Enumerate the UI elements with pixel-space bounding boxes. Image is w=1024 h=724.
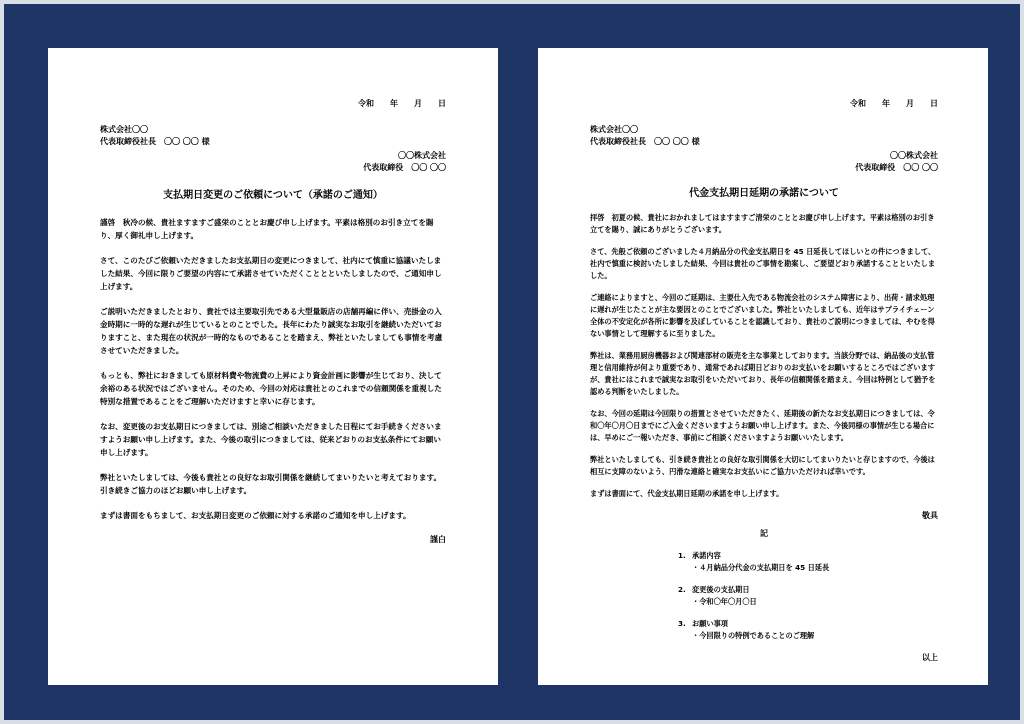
item-number: 1. (678, 551, 686, 560)
document-title: 支払期日変更のご依頼について（承諾のご通知） (163, 190, 383, 201)
recipient-block (590, 124, 938, 148)
body-paragraph: 弊社といたしましては、今後も貴社との良好なお取引関係を継続してまいりたいと考えております。引き続きご協力のほどお願い申し上げます。 (100, 473, 442, 495)
body-paragraph: ご連絡によりますと、今回のご延期は、主要仕入先である物流会社のシステム障害により、出荷・請求処理に遅れが生じたことが主な要因とのことでございました。弊社といたしましても、近年はサプライチェーン全体の不安定化が各所に影響を及ぼしていることを認識しており、貴社のご説明につきましては、やむを得ない事情として理解するに至りました。 (590, 293, 935, 338)
recipient-name: 代表取締役社長 〇〇 〇〇 様 (100, 137, 210, 146)
item-detail: ・今回限りの特例であることのご理解 (692, 631, 815, 640)
closing-word: 謹白 (430, 535, 446, 544)
document-title: 代金支払期日延期の承諾について (689, 188, 839, 199)
sender-name: 代表取締役 〇〇 〇〇 (855, 163, 938, 172)
body-paragraph: 弊社は、業務用厨房機器および関連部材の販売を主な事業としております。当該分野では、納品後の支払管理と信用維持が何より重要であり、通常であれば期日どおりのお支払いをお願いするところではございますが、貴社にはこれまで誠実なお取引をいただいており、長年の信頼関係を踏まえ、今回は特例として猶予を認める判断をいたしました。 (590, 351, 936, 396)
sender-block (100, 150, 446, 174)
date: 令和 年 月 日 (358, 99, 446, 108)
list-item (678, 550, 938, 574)
item-number: 3. (678, 619, 686, 628)
date: 令和 年 月 日 (850, 99, 938, 108)
ijou-word: 以上 (922, 653, 938, 662)
body-paragraph: さて、先般ご依頼のございました４月納品分の代金支払期日を 45 日延長してほしいとの件につきまして、社内で慎重に検討いたしました結果、今回は貴社のご事情を勘案し、ご要望どおり承諾することといたしました。 (590, 247, 936, 280)
document-page-right (538, 48, 988, 685)
body-paragraph: 拝啓 初夏の候、貴社におかれましてはますますご清栄のこととお慶び申し上げます。平素は格別のお引き立てを賜り、誠にありがとうございます。 (590, 213, 935, 234)
body-paragraph: まずは書面をもちまして、お支払期日変更のご依頼に対する承諾のご通知を申し上げます。 (100, 511, 411, 520)
recipient-company: 株式会社〇〇 (100, 125, 148, 134)
body-paragraph: なお、変更後のお支払期日につきましては、別途ご相談いただきました日程にてお手続きくださいますようお願い申し上げます。また、今後の取引につきましては、従来どおりのお支払条件にてお願い申し上げます。 (100, 422, 442, 457)
item-number: 2. (678, 585, 686, 594)
sender-block (590, 150, 938, 174)
body-paragraph: まずは書面にて、代金支払期日延期の承諾を申し上げます。 (590, 489, 784, 498)
sender-name: 代表取締役 〇〇 〇〇 (363, 163, 446, 172)
document-page-left (48, 48, 498, 685)
list-item (678, 618, 938, 642)
body-paragraph: さて、このたびご依頼いただきましたお支払期日の変更につきまして、社内にて慎重に協議いたしました結果、今回に限りご要望の内容にて承諾させていただくこととといたしましたので、ご通知申し上げます。 (100, 256, 442, 291)
body-paragraph: ご説明いただきましたとおり、貴社では主要取引先である大型量販店の店舗再編に伴い、売掛金の入金時期に一時的な遅れが生じているとのことでした。長年にわたり誠実なお取引を継続いただいておりますこと、また現在の状況が一時的なものであることを踏まえ、弊社といたしましても事情を考慮させていただきました。 (100, 307, 443, 355)
item-detail: ・令和〇年〇月〇日 (692, 597, 757, 606)
ki-heading: 記 (760, 529, 768, 538)
recipient-block (100, 124, 446, 148)
body-paragraph: 弊社といたしましても、引き続き貴社との良好な取引関係を大切にしてまいりたいと存じますので、今後は相互に支障のないよう、円滑な連絡と確実なお支払いにご協力いただければ幸いです。 (590, 455, 935, 476)
itemized-list (678, 550, 938, 642)
list-item (678, 584, 938, 608)
sender-company: 〇〇株式会社 (890, 151, 938, 160)
recipient-company: 株式会社〇〇 (590, 125, 638, 134)
item-label: 変更後の支払期日 (692, 585, 750, 594)
item-detail: ・４月納品分代金の支払期日を 45 日延長 (692, 563, 830, 572)
closing-word: 敬具 (922, 511, 938, 520)
body-paragraph: もっとも、弊社におきましても原材料費や物流費の上昇により資金計画に影響が生じており、決して余裕のある状況ではございません。そのため、今回の対応は貴社とのこれまでの信頼関係を重視した特別な措置であることをご理解いただけますと幸いに存じます。 (100, 371, 442, 406)
recipient-name: 代表取締役社長 〇〇 〇〇 様 (590, 137, 700, 146)
body-paragraph: 謹啓 秋冷の候、貴社ますますご盛栄のこととお慶び申し上げます。平素は格別のお引き立てを賜り、厚く御礼申し上げます。 (100, 218, 434, 240)
item-label: 承諾内容 (692, 551, 721, 560)
body-paragraph: なお、今回の延期は今回限りの措置とさせていただきたく、延期後の新たなお支払期日につきましては、令和〇年〇月〇日までにご入金くださいますようお願い申し上げます。また、今後同様の事情が生じる場合には、早めにご一報いただき、事前にご相談くださいますようお願いいたします。 (590, 409, 935, 442)
item-label: お願い事項 (692, 619, 728, 628)
sender-company: 〇〇株式会社 (398, 151, 446, 160)
